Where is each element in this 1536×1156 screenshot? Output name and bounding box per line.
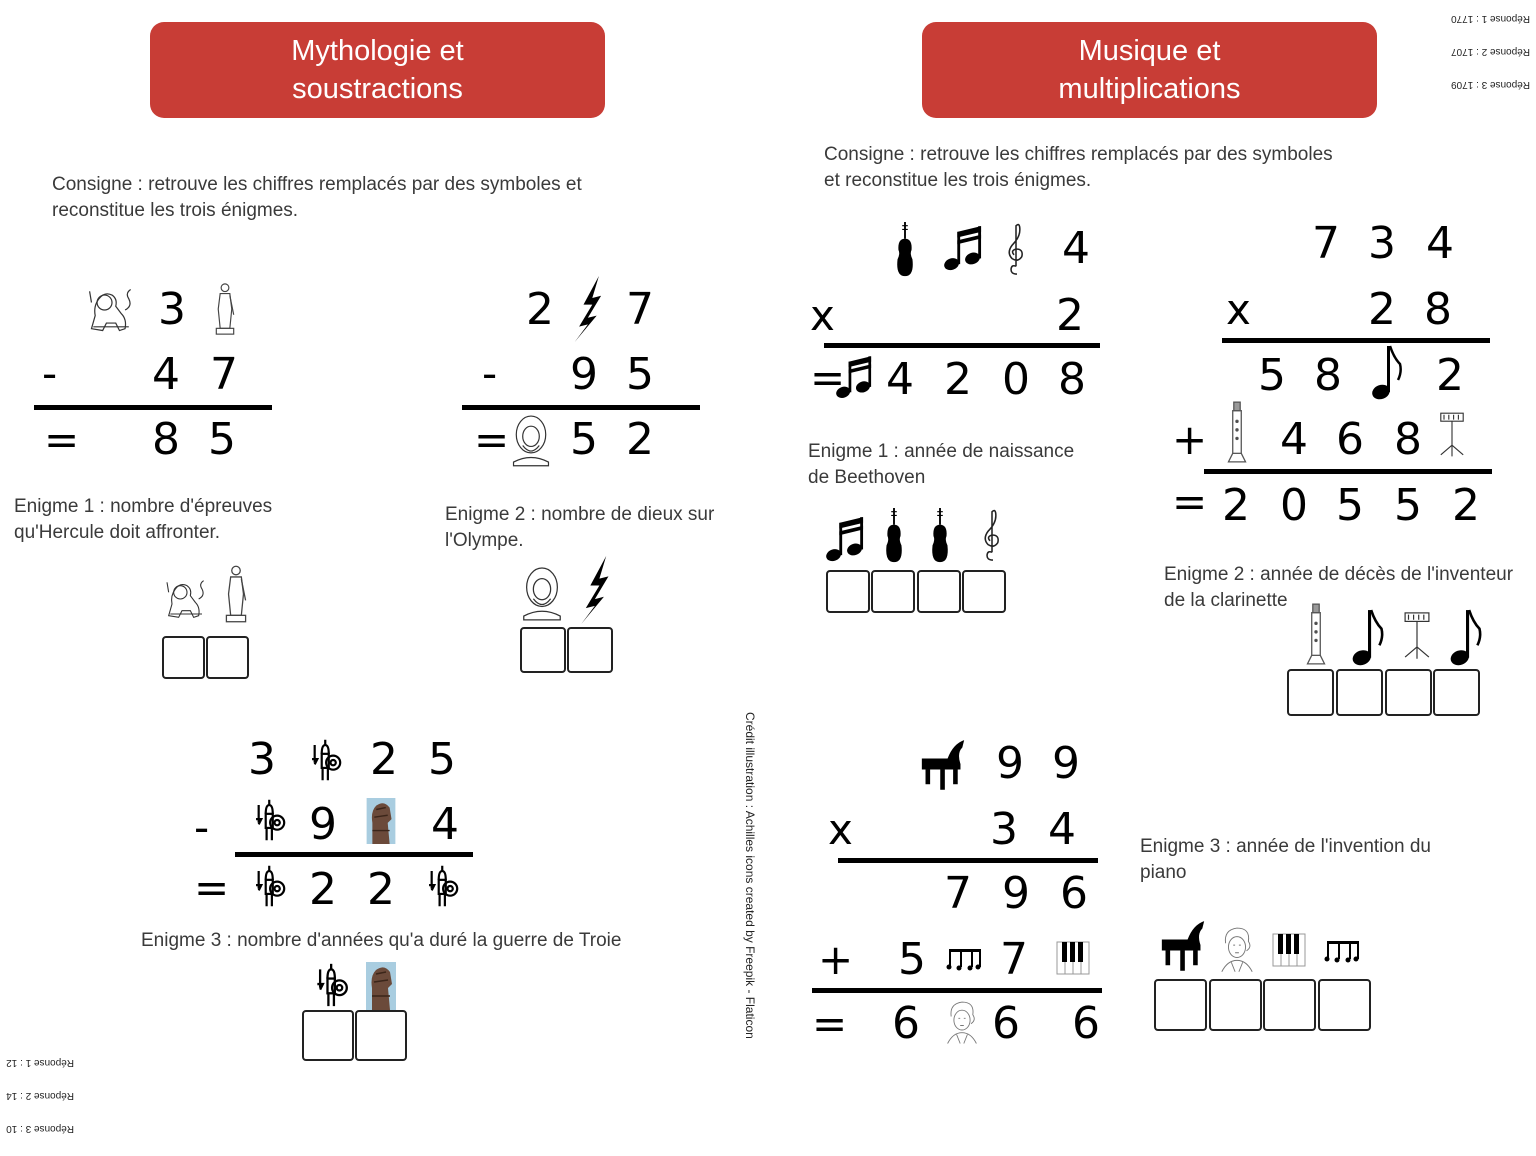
- zeus-bust-icon: [508, 410, 554, 470]
- digit: 5: [1336, 480, 1364, 531]
- treble-clef-icon: [982, 508, 1002, 562]
- result-line: [462, 405, 700, 410]
- answer-box[interactable]: [1385, 669, 1432, 716]
- title-line-2: multiplications: [1058, 73, 1241, 105]
- digit: 4: [1280, 414, 1308, 465]
- lion-icon: [84, 282, 140, 338]
- answer-box[interactable]: [1263, 979, 1316, 1031]
- result-line: [235, 852, 473, 857]
- digit: 5: [570, 414, 598, 465]
- times-operator: x: [810, 291, 835, 340]
- digit: 6: [892, 998, 920, 1049]
- answer-1: Réponse 1 : 12: [6, 1057, 74, 1068]
- lightning-icon: [578, 556, 614, 624]
- digit: 9: [1052, 738, 1080, 789]
- enigme-3-right: Enigme 3 : année de l'invention du piano: [1140, 836, 1431, 883]
- digit: 9: [570, 349, 598, 400]
- lightning-icon: [572, 276, 606, 342]
- result-line: [1222, 338, 1490, 343]
- title-line-1: Mythologie et: [291, 35, 464, 67]
- digit: 4: [431, 799, 459, 850]
- digit: 8: [1058, 354, 1086, 405]
- digit: 6: [992, 998, 1020, 1049]
- answer-box[interactable]: [206, 636, 249, 679]
- illustration-credit: Crédit illustration : Achilles icons created by Freepik - Flaticon: [743, 712, 757, 1039]
- digit: 3: [158, 284, 186, 335]
- digit: 2: [1222, 480, 1250, 531]
- violin-icon: [882, 508, 906, 564]
- equals-operator: =: [44, 415, 80, 464]
- plus-operator: +: [1172, 415, 1208, 464]
- answer-box[interactable]: [302, 1010, 354, 1061]
- equals-operator: =: [810, 353, 846, 402]
- result-line: [838, 858, 1098, 863]
- enigme-3-left: Enigme 3 : nombre d'années qu'a duré la guerre de Troie: [141, 930, 622, 951]
- digit: 2: [626, 414, 654, 465]
- answer-box[interactable]: [962, 570, 1006, 613]
- violin-icon: [893, 222, 917, 278]
- minus-operator: -: [42, 349, 58, 398]
- enigme-2-left: Enigme 2 : nombre de dieux sur l'Olympe.: [445, 504, 715, 551]
- digit: 7: [626, 284, 654, 335]
- digit: 2: [1452, 480, 1480, 531]
- answer-box[interactable]: [567, 627, 613, 673]
- answer-box[interactable]: [1433, 669, 1480, 716]
- digit: 2: [526, 284, 554, 335]
- beamed-notes-icon: [944, 224, 982, 272]
- minus-operator: -: [482, 349, 498, 398]
- music-stand-icon: [1436, 406, 1468, 462]
- digit: 2: [1056, 290, 1084, 341]
- title-line-2: soustractions: [292, 73, 463, 105]
- trojan-horse-icon: [365, 962, 397, 1010]
- digit: 5: [1394, 480, 1422, 531]
- beamed-notes-icon: [836, 354, 872, 400]
- equals-operator: =: [474, 415, 510, 464]
- digit: 5: [898, 934, 926, 985]
- digit: 8: [1314, 350, 1342, 401]
- result-line: [34, 405, 272, 410]
- achilles-warrior-icon: [426, 864, 462, 908]
- eighth-note-icon: [1450, 608, 1482, 666]
- digit: 2: [1436, 350, 1464, 401]
- digit: 7: [1000, 934, 1028, 985]
- digit: 2: [370, 734, 398, 785]
- digit: 3: [1368, 218, 1396, 269]
- equals-operator: =: [1172, 477, 1208, 526]
- equals-operator: =: [194, 863, 230, 912]
- answer-3: Réponse 3 : 10: [6, 1123, 74, 1134]
- eighth-note-icon: [1372, 344, 1402, 400]
- achilles-warrior-icon: [253, 864, 289, 908]
- answers-bottom-left: [0, 1046, 74, 1156]
- eighth-note-icon: [1352, 608, 1384, 666]
- answer-2: Réponse 2 : 1707: [1451, 46, 1530, 57]
- consigne-left: Consigne : retrouve les chiffres remplacés par des symboles et reconstitue les trois énigmes.: [52, 174, 582, 221]
- clarinet-icon: [1304, 602, 1328, 666]
- violin-icon: [928, 508, 952, 564]
- title-mythologie: [150, 22, 605, 118]
- answer-box[interactable]: [1209, 979, 1262, 1031]
- hercules-statue-icon: [210, 280, 240, 338]
- achilles-warrior-icon: [309, 738, 345, 782]
- answer-3: Réponse 3 : 1709: [1451, 79, 1530, 90]
- result-line: [824, 343, 1100, 348]
- digit: 6: [1060, 868, 1088, 919]
- times-operator: x: [1226, 285, 1251, 334]
- achilles-warrior-icon: [314, 962, 352, 1008]
- beethoven-portrait-icon: [944, 998, 980, 1044]
- answer-box[interactable]: [917, 570, 961, 613]
- enigme-1-right: Enigme 1 : année de naissance de Beethoven: [808, 441, 1075, 488]
- digit: 9: [1002, 868, 1030, 919]
- digit: 5: [626, 349, 654, 400]
- grand-piano-icon: [1160, 916, 1206, 974]
- minus-operator: -: [194, 803, 210, 852]
- answer-box[interactable]: [871, 570, 915, 613]
- title-line-1: Musique et: [1078, 35, 1221, 67]
- digit: 9: [996, 738, 1024, 789]
- answer-1: Réponse 1 : 1770: [1451, 13, 1530, 24]
- answer-box[interactable]: [1318, 979, 1371, 1031]
- answers-top-right: [1440, 2, 1530, 112]
- digit: 4: [152, 349, 180, 400]
- digit: 6: [1336, 414, 1364, 465]
- trojan-horse-icon: [365, 798, 397, 844]
- digit: 6: [1072, 998, 1100, 1049]
- triplet-notes-icon: [1324, 938, 1360, 964]
- digit: 7: [944, 868, 972, 919]
- digit: 7: [1312, 218, 1340, 269]
- digit: 2: [944, 354, 972, 405]
- enigme-2-right: Enigme 2 : année de décès de l'inventeur de la clarinette: [1164, 564, 1514, 611]
- triplet-notes-icon: [946, 946, 982, 972]
- equals-operator: =: [812, 999, 848, 1048]
- digit: 3: [990, 804, 1018, 855]
- digit: 8: [1394, 414, 1422, 465]
- digit: 8: [152, 414, 180, 465]
- digit: 2: [367, 864, 395, 915]
- hercules-statue-icon: [220, 562, 252, 626]
- achilles-warrior-icon: [253, 798, 289, 842]
- title-musique: [922, 22, 1377, 118]
- clarinet-icon: [1226, 400, 1248, 464]
- piano-keys-icon: [1272, 932, 1306, 968]
- answer-2: Réponse 2 : 14: [6, 1090, 74, 1101]
- digit: 7: [210, 349, 238, 400]
- result-line: [812, 988, 1102, 993]
- beamed-notes-icon: [826, 514, 864, 564]
- lion-icon: [162, 572, 212, 626]
- digit: 4: [1048, 804, 1076, 855]
- digit: 2: [309, 864, 337, 915]
- digit: 0: [1280, 480, 1308, 531]
- answer-box[interactable]: [520, 627, 566, 673]
- answer-box[interactable]: [355, 1010, 407, 1061]
- digit: 4: [1426, 218, 1454, 269]
- beethoven-portrait-icon: [1218, 924, 1256, 972]
- treble-clef-icon: [1006, 222, 1026, 276]
- enigme-1-left: Enigme 1 : nombre d'épreuves qu'Hercule doit affronter.: [14, 496, 273, 543]
- digit: 2: [1368, 284, 1396, 335]
- digit: 4: [1062, 223, 1090, 274]
- grand-piano-icon: [920, 736, 966, 792]
- answer-box[interactable]: [826, 570, 870, 613]
- answer-box[interactable]: [1336, 669, 1383, 716]
- answer-box[interactable]: [1287, 669, 1334, 716]
- digit: 9: [309, 799, 337, 850]
- digit: 5: [208, 414, 236, 465]
- answer-box[interactable]: [1154, 979, 1207, 1031]
- music-stand-icon: [1400, 606, 1434, 664]
- digit: 4: [886, 354, 914, 405]
- digit: 5: [1258, 350, 1286, 401]
- zeus-bust-icon: [518, 564, 566, 622]
- times-operator: x: [828, 805, 853, 854]
- consigne-right: Consigne : retrouve les chiffres remplacés par des symboles et reconstitue les trois énigmes.: [824, 144, 1333, 191]
- digit: 3: [248, 734, 276, 785]
- answer-box[interactable]: [162, 636, 205, 679]
- piano-keys-icon: [1056, 940, 1090, 976]
- digit: 8: [1424, 284, 1452, 335]
- plus-operator: +: [818, 935, 854, 984]
- result-line: [1204, 469, 1492, 474]
- digit: 0: [1002, 354, 1030, 405]
- digit: 5: [428, 734, 456, 785]
